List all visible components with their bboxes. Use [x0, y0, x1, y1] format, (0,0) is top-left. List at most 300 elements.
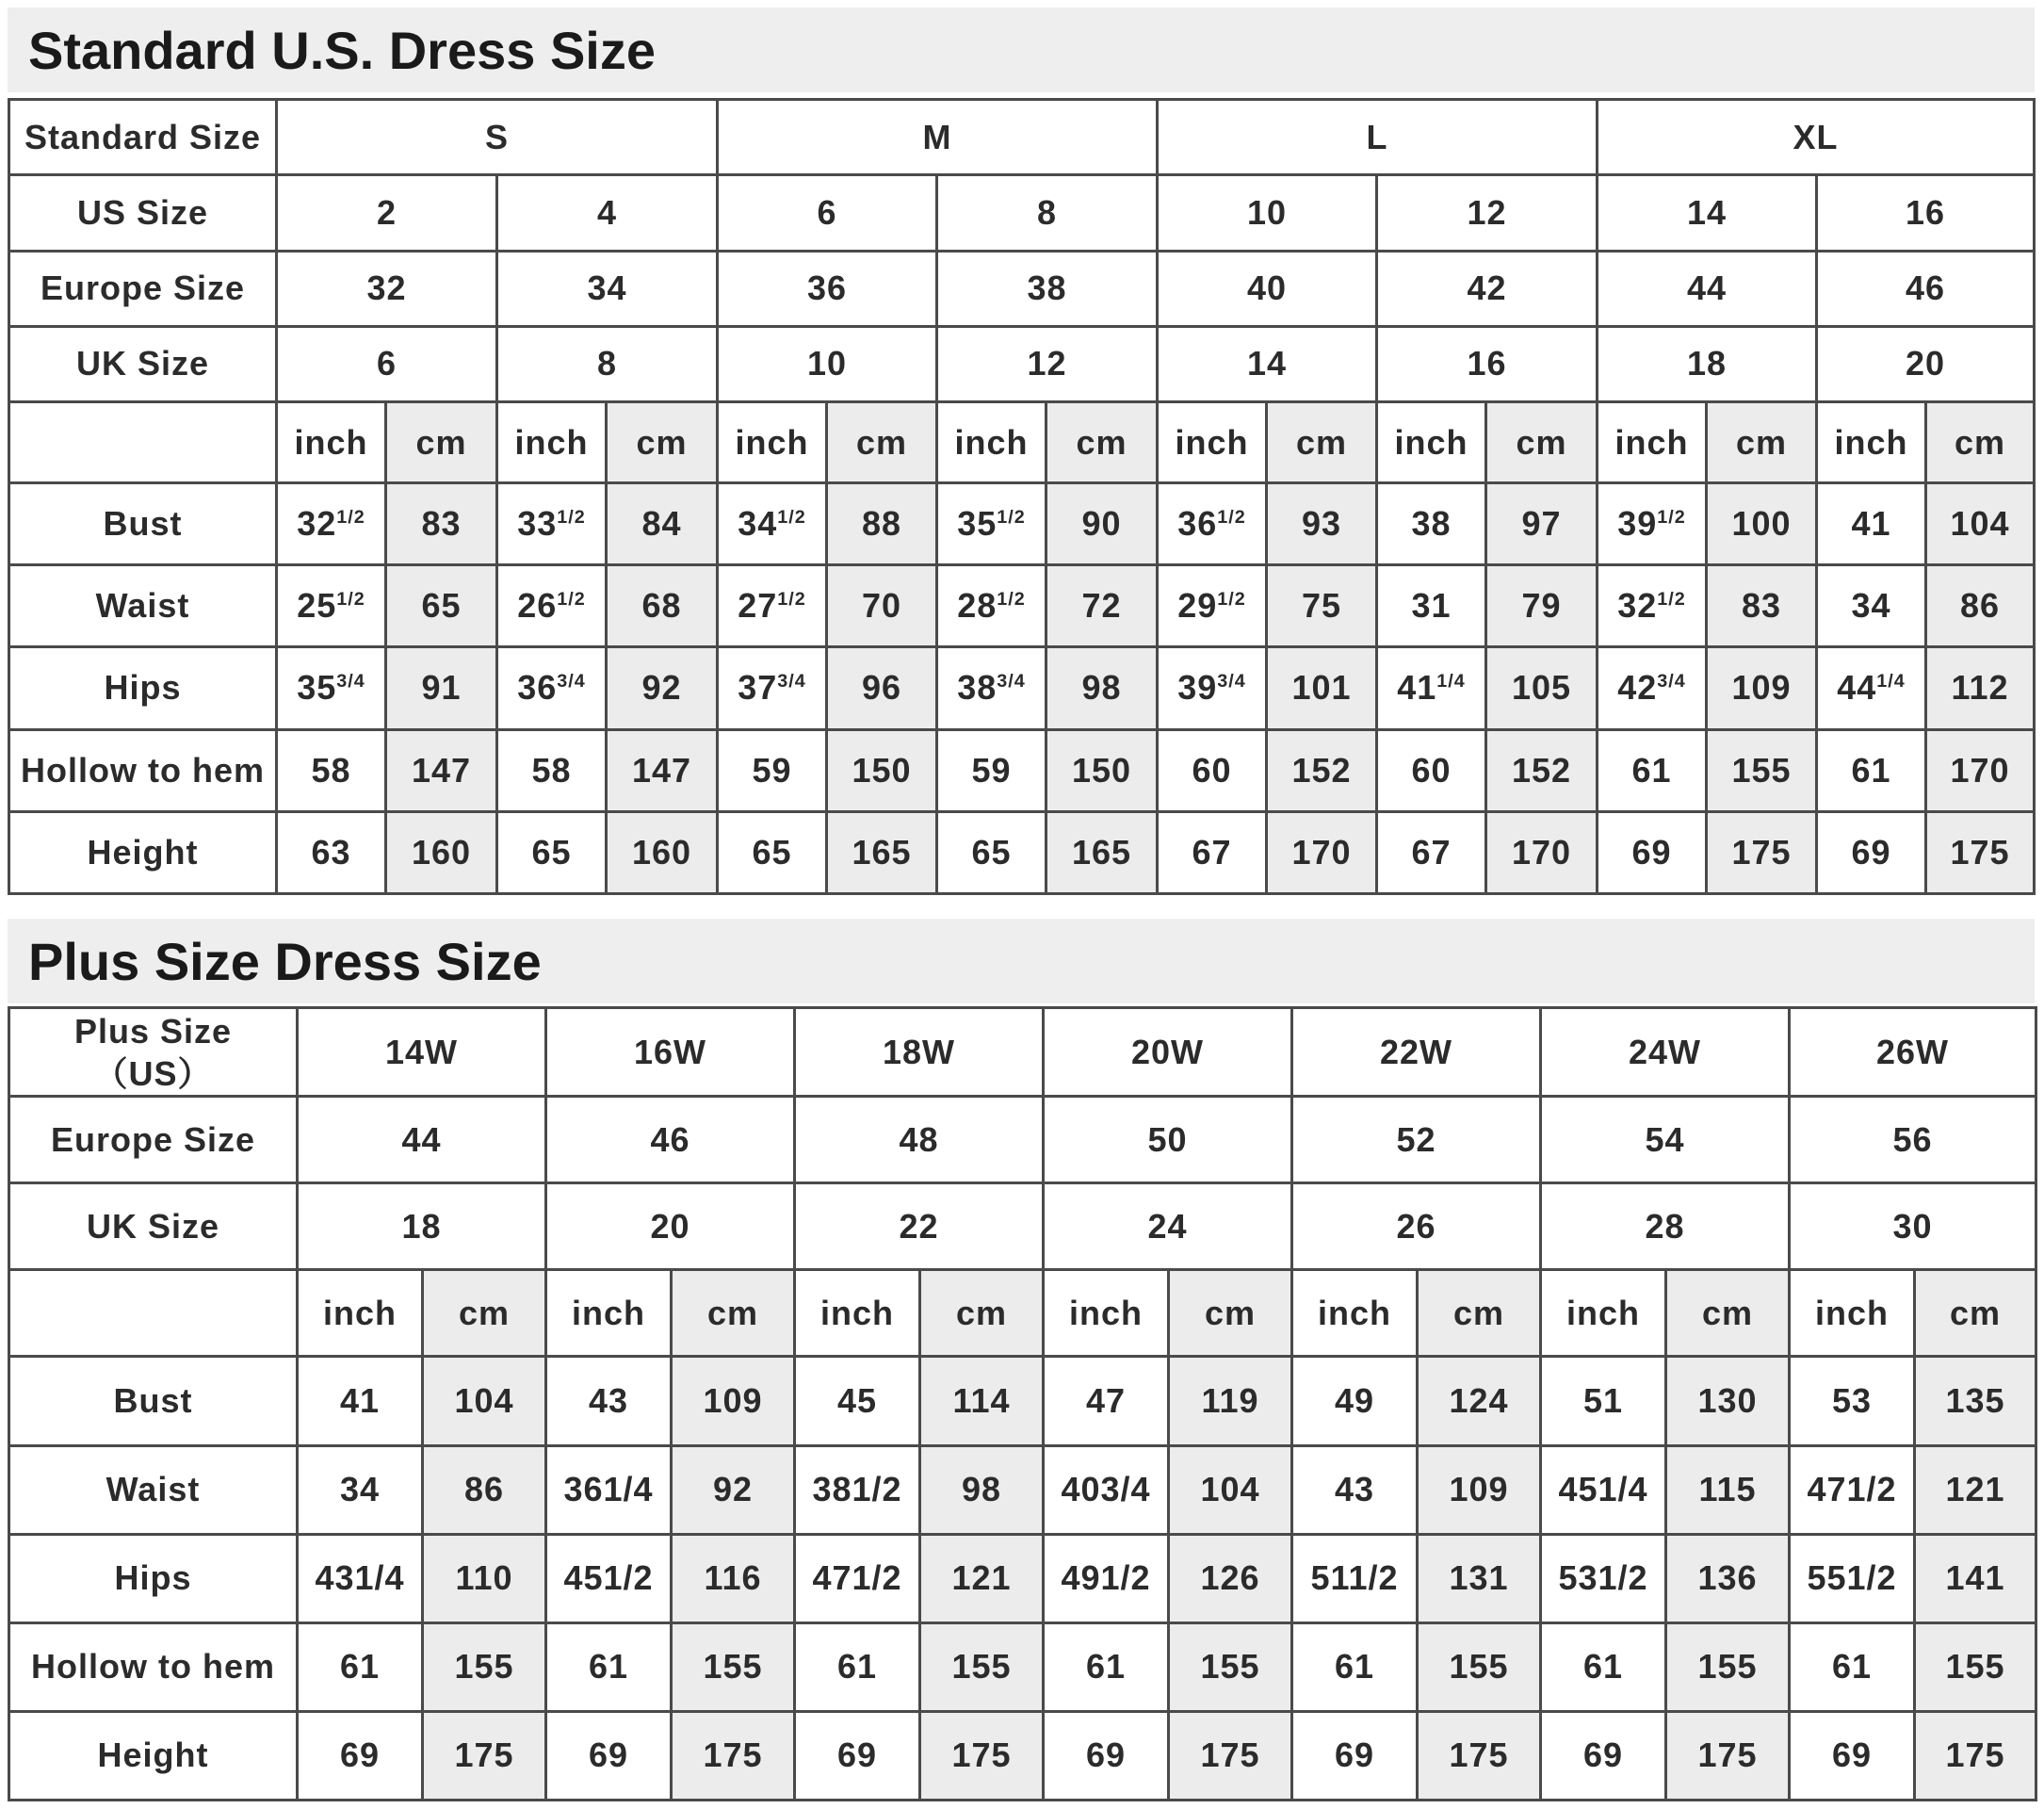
inch-whole: 29 — [1177, 586, 1218, 626]
cm-value: 104 — [423, 1357, 546, 1445]
cm-value: 175 — [1169, 1711, 1292, 1800]
cm-value: 175 — [920, 1711, 1044, 1800]
eu-size-cell: 46 — [1817, 251, 2035, 326]
inch-value: 45 — [795, 1357, 920, 1445]
uk-size-cell: 28 — [1541, 1183, 1790, 1270]
cm-value: 175 — [1915, 1711, 2036, 1800]
inch-whole: 38 — [957, 668, 998, 708]
table-row — [9, 402, 2035, 483]
inch-whole: 25 — [297, 586, 337, 626]
cm-value: 65 — [386, 565, 497, 647]
inch-fraction: 1/2 — [1217, 589, 1246, 611]
cm-value: 130 — [1666, 1357, 1790, 1445]
inch-fraction: 1/2 — [557, 589, 586, 611]
inch-value — [497, 729, 607, 811]
inch-value — [1377, 729, 1486, 811]
inch-value: 361/4 — [546, 1445, 672, 1534]
cm-value: 92 — [672, 1445, 795, 1534]
unit-inch: inch — [1790, 1270, 1915, 1357]
inch-value — [937, 811, 1046, 893]
eu-size-cell: 44 — [298, 1097, 546, 1183]
cm-value: 105 — [1486, 647, 1598, 729]
unit-cm: cm — [1486, 402, 1598, 483]
table-row — [9, 1534, 2036, 1622]
inch-whole: 60 — [1411, 750, 1452, 790]
uk-size-cell: 26 — [1292, 1183, 1541, 1270]
eu-size-cell: 34 — [497, 251, 718, 326]
us-size-cell: 8 — [937, 175, 1158, 251]
unit-inch: inch — [1817, 402, 1926, 483]
inch-value — [277, 729, 386, 811]
inch-value: 61 — [546, 1622, 672, 1711]
us-size-cell: 4 — [497, 175, 718, 251]
inch-whole: 28 — [957, 586, 998, 626]
cm-value: 155 — [920, 1622, 1044, 1711]
cm-value: 104 — [1926, 482, 2035, 564]
inch-value: 43 — [1292, 1445, 1418, 1534]
cm-value: 109 — [1707, 647, 1817, 729]
cm-value: 165 — [827, 811, 937, 893]
cm-value: 98 — [920, 1445, 1044, 1534]
uk-size-cell: 6 — [277, 326, 497, 401]
inch-whole: 69 — [1631, 832, 1672, 872]
inch-value: 381/2 — [795, 1445, 920, 1534]
inch-fraction: 1/2 — [777, 507, 806, 529]
plus-size-header: 16W — [546, 1008, 795, 1097]
plus-size-title: Plus Size Dress Size — [8, 919, 2035, 1003]
eu-size-cell: 36 — [718, 251, 937, 326]
inch-value — [1377, 811, 1486, 893]
inch-whole: 38 — [1411, 504, 1452, 544]
inch-fraction: 3/4 — [336, 671, 365, 693]
plus-size-header: 22W — [1292, 1008, 1541, 1097]
cm-value: 155 — [672, 1622, 795, 1711]
table-row — [9, 251, 2035, 326]
inch-fraction: 1/2 — [557, 507, 586, 529]
inch-value — [937, 647, 1046, 729]
inch-whole: 39 — [1177, 668, 1218, 708]
us-size-cell: 6 — [718, 175, 937, 251]
inch-value: 53 — [1790, 1357, 1915, 1445]
standard-size-title: Standard U.S. Dress Size — [8, 8, 2035, 92]
cm-value: 152 — [1267, 729, 1377, 811]
plus-size-table — [8, 1006, 2037, 1801]
inch-whole: 37 — [738, 668, 778, 708]
cm-value: 147 — [386, 729, 497, 811]
inch-value — [1598, 729, 1707, 811]
inch-whole: 31 — [1411, 586, 1452, 626]
eu-size-cell: 50 — [1044, 1097, 1292, 1183]
plus-size-header: 20W — [1044, 1008, 1292, 1097]
cm-value: 104 — [1169, 1445, 1292, 1534]
cm-value: 86 — [423, 1445, 546, 1534]
inch-value — [497, 811, 607, 893]
row-label: Hips — [9, 647, 277, 729]
inch-whole: 36 — [1177, 504, 1218, 544]
inch-whole: 60 — [1192, 750, 1232, 790]
inch-whole: 44 — [1837, 668, 1877, 708]
inch-value — [937, 729, 1046, 811]
us-size-cell: 14 — [1598, 175, 1817, 251]
inch-whole: 67 — [1411, 832, 1452, 872]
unit-cm: cm — [1666, 1270, 1790, 1357]
inch-whole: 42 — [1617, 668, 1658, 708]
inch-value — [1598, 565, 1707, 647]
inch-value: 51 — [1541, 1357, 1666, 1445]
inch-value — [718, 729, 827, 811]
cm-value: 124 — [1418, 1357, 1541, 1445]
unit-inch: inch — [298, 1270, 423, 1357]
cm-value: 155 — [1418, 1622, 1541, 1711]
inch-whole: 59 — [752, 750, 792, 790]
inch-whole: 41 — [1397, 668, 1437, 708]
inch-value — [1377, 647, 1486, 729]
unit-inch: inch — [1292, 1270, 1418, 1357]
cm-value: 68 — [607, 565, 718, 647]
inch-value: 551/2 — [1790, 1534, 1915, 1622]
inch-fraction: 1/4 — [1436, 671, 1466, 693]
inch-whole: 33 — [517, 504, 558, 544]
row-label: Hips — [9, 1534, 298, 1622]
inch-value — [1158, 647, 1267, 729]
inch-whole: 27 — [738, 586, 778, 626]
inch-value — [497, 482, 607, 564]
cm-value: 92 — [607, 647, 718, 729]
unit-cm: cm — [386, 402, 497, 483]
row-label: Height — [9, 1711, 298, 1800]
cm-value: 175 — [1418, 1711, 1541, 1800]
inch-fraction: 3/4 — [557, 671, 586, 693]
cm-value: 116 — [672, 1534, 795, 1622]
cm-value: 72 — [1046, 565, 1158, 647]
inch-fraction: 3/4 — [1217, 671, 1246, 693]
table-row — [9, 565, 2035, 647]
cm-value: 152 — [1486, 729, 1598, 811]
inch-value — [718, 647, 827, 729]
unit-cm: cm — [1169, 1270, 1292, 1357]
table-row — [9, 1097, 2036, 1183]
cm-value: 115 — [1666, 1445, 1790, 1534]
eu-size-cell: 46 — [546, 1097, 795, 1183]
eu-size-cell: 56 — [1790, 1097, 2036, 1183]
eu-size-cell: 40 — [1158, 251, 1377, 326]
unit-inch: inch — [277, 402, 386, 483]
inch-value: 49 — [1292, 1357, 1418, 1445]
cm-value: 88 — [827, 482, 937, 564]
inch-fraction: 1/2 — [336, 507, 365, 529]
plus-size-header: 14W — [298, 1008, 546, 1097]
row-label: Waist — [9, 565, 277, 647]
row-label — [9, 402, 277, 483]
unit-cm: cm — [1267, 402, 1377, 483]
row-label — [9, 1008, 298, 1097]
cm-value: 109 — [1418, 1445, 1541, 1534]
inch-value: 471/2 — [795, 1534, 920, 1622]
inch-value — [1817, 565, 1926, 647]
table-row — [9, 1270, 2036, 1357]
inch-value: 69 — [1790, 1711, 1915, 1800]
row-label: Europe Size — [9, 1097, 298, 1183]
cm-value: 70 — [827, 565, 937, 647]
inch-fraction: 1/2 — [997, 589, 1026, 611]
unit-cm: cm — [1926, 402, 2035, 483]
cm-value: 79 — [1486, 565, 1598, 647]
inch-fraction: 1/2 — [997, 507, 1026, 529]
cm-value: 126 — [1169, 1534, 1292, 1622]
row-label — [9, 1270, 298, 1357]
inch-value: 69 — [1292, 1711, 1418, 1800]
inch-value — [718, 482, 827, 564]
row-label: Standard Size — [9, 100, 277, 175]
unit-cm: cm — [607, 402, 718, 483]
inch-whole: 58 — [531, 750, 572, 790]
cm-value: 119 — [1169, 1357, 1292, 1445]
inch-fraction: 1/2 — [1657, 589, 1686, 611]
inch-whole: 35 — [297, 668, 337, 708]
table-row — [9, 647, 2035, 729]
unit-inch: inch — [1541, 1270, 1666, 1357]
inch-whole: 58 — [311, 750, 351, 790]
cm-value: 114 — [920, 1357, 1044, 1445]
unit-inch: inch — [718, 402, 827, 483]
cm-value: 93 — [1267, 482, 1377, 564]
row-label: US Size — [9, 175, 277, 251]
cm-value: 83 — [1707, 565, 1817, 647]
cm-value: 165 — [1046, 811, 1158, 893]
unit-cm: cm — [920, 1270, 1044, 1357]
inch-value — [277, 811, 386, 893]
eu-size-cell: 44 — [1598, 251, 1817, 326]
unit-inch: inch — [1158, 402, 1267, 483]
table-row — [9, 1183, 2036, 1270]
inch-value: 471/2 — [1790, 1445, 1915, 1534]
cm-value: 135 — [1915, 1357, 2036, 1445]
cm-value: 141 — [1915, 1534, 2036, 1622]
uk-size-cell: 18 — [1598, 326, 1817, 401]
inch-value: 69 — [546, 1711, 672, 1800]
row-label: Hollow to hem — [9, 1622, 298, 1711]
uk-size-cell: 24 — [1044, 1183, 1292, 1270]
cm-value: 155 — [1707, 729, 1817, 811]
cm-value: 150 — [827, 729, 937, 811]
uk-size-cell: 22 — [795, 1183, 1044, 1270]
uk-size-cell: 12 — [937, 326, 1158, 401]
inch-fraction: 3/4 — [997, 671, 1026, 693]
inch-value: 451/2 — [546, 1534, 672, 1622]
cm-value: 175 — [1707, 811, 1817, 893]
inch-value: 43 — [546, 1357, 672, 1445]
cm-value: 96 — [827, 647, 937, 729]
us-size-cell: 16 — [1817, 175, 2035, 251]
inch-value — [277, 565, 386, 647]
inch-whole: 67 — [1192, 832, 1232, 872]
inch-value: 61 — [1292, 1622, 1418, 1711]
inch-fraction: 1/2 — [1657, 507, 1686, 529]
cm-value: 101 — [1267, 647, 1377, 729]
uk-size-cell: 18 — [298, 1183, 546, 1270]
inch-value: 69 — [1044, 1711, 1169, 1800]
table-row — [9, 1445, 2036, 1534]
inch-whole: 63 — [311, 832, 351, 872]
inch-value — [937, 482, 1046, 564]
cm-value: 170 — [1926, 729, 2035, 811]
table-row — [9, 1357, 2036, 1445]
cm-value: 75 — [1267, 565, 1377, 647]
cm-value: 100 — [1707, 482, 1817, 564]
inch-value — [1598, 482, 1707, 564]
uk-size-cell: 20 — [546, 1183, 795, 1270]
unit-inch: inch — [1044, 1270, 1169, 1357]
size-group-header: S — [277, 100, 718, 175]
inch-value — [277, 647, 386, 729]
plus-size-header: 26W — [1790, 1008, 2036, 1097]
uk-size-cell: 16 — [1377, 326, 1598, 401]
unit-cm: cm — [1046, 402, 1158, 483]
inch-value: 531/2 — [1541, 1534, 1666, 1622]
inch-whole: 69 — [1851, 832, 1891, 872]
unit-inch: inch — [1377, 402, 1486, 483]
cm-value: 131 — [1418, 1534, 1541, 1622]
cm-value: 98 — [1046, 647, 1158, 729]
cm-value: 121 — [920, 1534, 1044, 1622]
cm-value: 155 — [423, 1622, 546, 1711]
inch-whole: 65 — [531, 832, 572, 872]
cm-value: 170 — [1486, 811, 1598, 893]
inch-value — [718, 811, 827, 893]
inch-fraction: 1/4 — [1876, 671, 1906, 693]
inch-value: 491/2 — [1044, 1534, 1169, 1622]
unit-cm: cm — [1418, 1270, 1541, 1357]
inch-value: 69 — [1541, 1711, 1666, 1800]
inch-value — [497, 647, 607, 729]
inch-fraction: 1/2 — [1217, 507, 1246, 529]
inch-whole: 26 — [517, 586, 558, 626]
inch-value: 451/4 — [1541, 1445, 1666, 1534]
plus-size-label-region: （US） — [93, 1053, 213, 1093]
inch-value: 61 — [1541, 1622, 1666, 1711]
cm-value: 150 — [1046, 729, 1158, 811]
cm-value: 155 — [1915, 1622, 2036, 1711]
inch-whole: 39 — [1617, 504, 1658, 544]
cm-value: 112 — [1926, 647, 2035, 729]
uk-size-cell: 30 — [1790, 1183, 2036, 1270]
size-group-header: XL — [1598, 100, 2035, 175]
inch-value: 34 — [298, 1445, 423, 1534]
plus-size-header: 18W — [795, 1008, 1044, 1097]
cm-value: 109 — [672, 1357, 795, 1445]
inch-value: 403/4 — [1044, 1445, 1169, 1534]
row-label: Height — [9, 811, 277, 893]
inch-value: 61 — [1044, 1622, 1169, 1711]
inch-whole: 32 — [297, 504, 337, 544]
unit-inch: inch — [937, 402, 1046, 483]
unit-cm: cm — [423, 1270, 546, 1357]
cm-value: 136 — [1666, 1534, 1790, 1622]
eu-size-cell: 32 — [277, 251, 497, 326]
inch-value — [1817, 647, 1926, 729]
row-label: Hollow to hem — [9, 729, 277, 811]
unit-cm: cm — [1915, 1270, 2036, 1357]
inch-value — [1817, 482, 1926, 564]
cm-value: 160 — [386, 811, 497, 893]
inch-value: 41 — [298, 1357, 423, 1445]
table-row — [9, 1711, 2036, 1800]
table-row — [9, 1622, 2036, 1711]
unit-cm: cm — [1707, 402, 1817, 483]
cm-value: 155 — [1666, 1622, 1790, 1711]
inch-whole: 35 — [957, 504, 998, 544]
inch-value: 69 — [298, 1711, 423, 1800]
inch-value — [1817, 729, 1926, 811]
cm-value: 84 — [607, 482, 718, 564]
plus-size-label: Plus Size — [73, 1011, 233, 1051]
cm-value: 175 — [1666, 1711, 1790, 1800]
eu-size-cell: 52 — [1292, 1097, 1541, 1183]
us-size-cell: 2 — [277, 175, 497, 251]
table-row — [9, 729, 2035, 811]
inch-value — [497, 565, 607, 647]
cm-value: 91 — [386, 647, 497, 729]
inch-whole: 59 — [971, 750, 1012, 790]
inch-whole: 34 — [738, 504, 778, 544]
row-label: UK Size — [9, 326, 277, 401]
table-row — [9, 482, 2035, 564]
table-row — [9, 326, 2035, 401]
cm-value: 110 — [423, 1534, 546, 1622]
uk-size-cell: 10 — [718, 326, 937, 401]
inch-whole: 41 — [1851, 504, 1891, 544]
cm-value: 155 — [1169, 1622, 1292, 1711]
us-size-cell: 10 — [1158, 175, 1377, 251]
inch-whole: 32 — [1617, 586, 1658, 626]
inch-whole: 61 — [1631, 750, 1672, 790]
inch-value — [1158, 565, 1267, 647]
cm-value: 86 — [1926, 565, 2035, 647]
inch-whole: 65 — [752, 832, 792, 872]
uk-size-cell: 8 — [497, 326, 718, 401]
row-label: Bust — [9, 1357, 298, 1445]
unit-inch: inch — [1598, 402, 1707, 483]
inch-whole: 36 — [517, 668, 558, 708]
inch-value — [1598, 647, 1707, 729]
uk-size-cell: 14 — [1158, 326, 1377, 401]
cm-value: 175 — [423, 1711, 546, 1800]
inch-fraction: 1/2 — [777, 589, 806, 611]
row-label: UK Size — [9, 1183, 298, 1270]
uk-size-cell: 20 — [1817, 326, 2035, 401]
inch-value — [1377, 565, 1486, 647]
inch-fraction: 3/4 — [777, 671, 806, 693]
inch-value — [1598, 811, 1707, 893]
unit-inch: inch — [546, 1270, 672, 1357]
cm-value: 160 — [607, 811, 718, 893]
inch-value — [937, 565, 1046, 647]
inch-value — [1377, 482, 1486, 564]
inch-value — [718, 565, 827, 647]
inch-value — [1158, 482, 1267, 564]
eu-size-cell: 54 — [1541, 1097, 1790, 1183]
unit-cm: cm — [827, 402, 937, 483]
eu-size-cell: 48 — [795, 1097, 1044, 1183]
row-label: Bust — [9, 482, 277, 564]
inch-value: 61 — [795, 1622, 920, 1711]
us-size-cell: 12 — [1377, 175, 1598, 251]
inch-whole: 61 — [1851, 750, 1891, 790]
cm-value: 170 — [1267, 811, 1377, 893]
standard-size-table — [8, 98, 2036, 895]
unit-inch: inch — [795, 1270, 920, 1357]
cm-value: 97 — [1486, 482, 1598, 564]
